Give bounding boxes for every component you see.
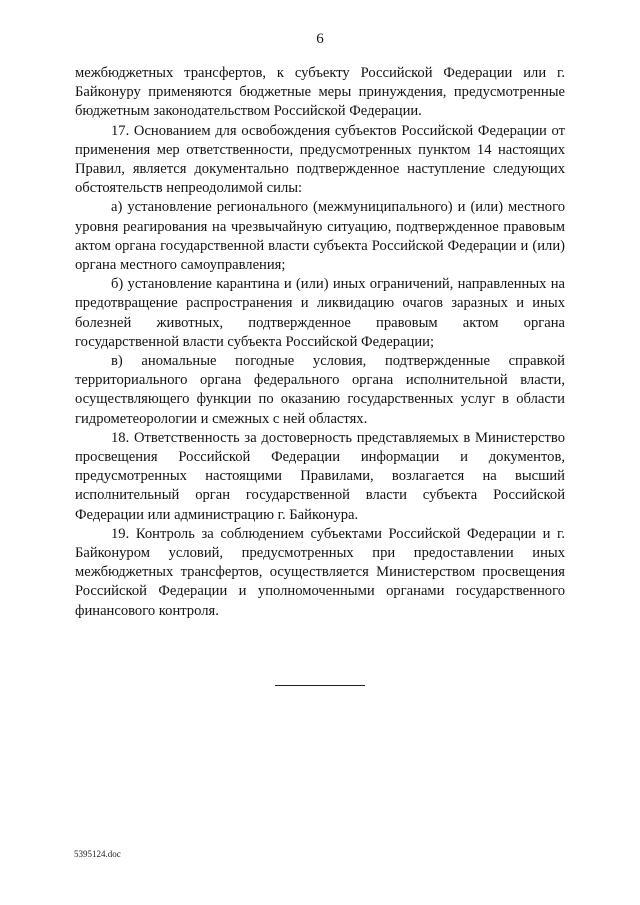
paragraph-17-b: б) установление карантина и (или) иных ограничений, направленных на предотвращение распространения и ликвидацию очагов заразных и иных болезней животных, подтвержденное правовым актом органа государственной власти субъекта Российской Федерации; <box>75 276 565 350</box>
footer-filename: 5395124.doc <box>74 849 121 859</box>
document-body <box>75 64 565 621</box>
paragraph-17-c: в) аномальные погодные условия, подтвержденные справкой территориального органа федерального органа исполнительной власти, осуществляющего функции по оказанию государственных услуг в области гидрометеорологии и смежных с ней областях. <box>75 353 565 427</box>
paragraph-18: 18. Ответственность за достоверность представляемых в Министерство просвещения Российской Федерации информации и документов, предусмотренных настоящими Правилами, возлагается на высший исполнительный орган государственной власти субъекта Российской Федерации или администрацию г. Байконура. <box>75 429 565 523</box>
page-number: 6 <box>316 31 324 47</box>
paragraph-17-a: а) установление регионального (межмуниципального) и (или) местного уровня реагирования на чрезвычайную ситуацию, подтвержденное правовым актом органа государственной власти субъекта Российской Федерации и (или) органа местного самоуправления; <box>75 199 565 274</box>
paragraph-17: 17. Основанием для освобождения субъектов Российской Федерации от применения мер ответственности, предусмотренных пунктом 14 настоящих Правил, является документально подтвержденное наступление следующих обстоятельств непреодолимой силы: <box>75 122 565 197</box>
paragraph-19: 19. Контроль за соблюдением субъектами Российской Федерации и г. Байконуром условий, предусмотренных при предоставлении иных межбюджетных трансфертов, осуществляется Министерством просвещения Российской Федерации и уполномоченными органами государственного финансового контроля. <box>75 525 565 619</box>
paragraph-continuation: межбюджетных трансфертов, к субъекту Российской Федерации или г. Байконуру применяются бюджетные меры принуждения, предусмотренные бюджетным законодательством Российской Федерации. <box>75 65 565 120</box>
end-of-document-rule <box>275 685 365 686</box>
